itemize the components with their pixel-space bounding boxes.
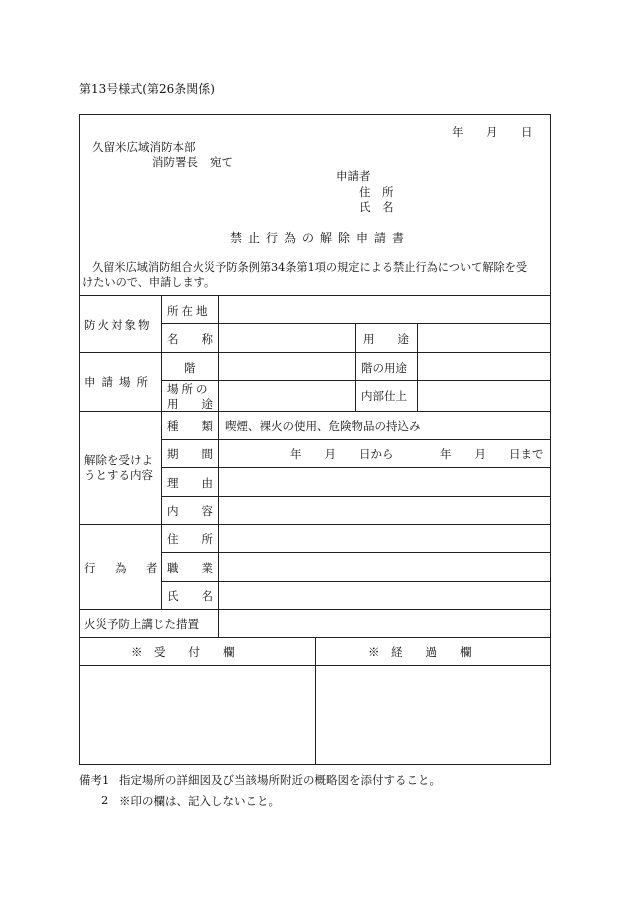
addressee-atena: 宛て bbox=[210, 155, 233, 169]
floor-field[interactable] bbox=[219, 353, 354, 379]
progress-column-header: ※ 経 過 欄 bbox=[368, 645, 472, 659]
column-divider bbox=[355, 323, 356, 411]
row-divider bbox=[161, 439, 551, 440]
note2-label: 2 bbox=[101, 793, 109, 807]
body-text-line1: 久留米広域消防組合火災予防条例第34条第1項の規定による禁止行為について解除を受 bbox=[92, 261, 528, 274]
note1-text: 指定場所の詳細図及び当該場所附近の概略図を添付すること。 bbox=[119, 773, 441, 787]
target-object-label: 防火対象物 bbox=[84, 318, 152, 332]
row-divider bbox=[79, 411, 551, 412]
location-field[interactable] bbox=[219, 296, 550, 322]
actor-job-field[interactable] bbox=[219, 553, 550, 580]
date-day-label: 日 bbox=[521, 125, 533, 139]
date-month-label: 月 bbox=[486, 125, 498, 139]
addressee-chief: 消防署長 bbox=[152, 155, 198, 169]
content-label: 内 容 bbox=[167, 504, 213, 518]
form-reference: 第13号様式(第26条関係) bbox=[79, 82, 215, 96]
reason-label: 理 由 bbox=[167, 476, 213, 490]
applied-place-label: 申請場所 bbox=[84, 375, 154, 389]
floor-label: 階 bbox=[184, 361, 196, 375]
fire-measures-field[interactable] bbox=[219, 610, 550, 636]
location-label: 所在地 bbox=[167, 304, 211, 318]
applicant-address-label: 住 所 bbox=[359, 185, 394, 199]
actor-address-label: 住 所 bbox=[167, 532, 213, 546]
addressee-org: 久留米広域消防本部 bbox=[92, 140, 196, 154]
reason-field[interactable] bbox=[219, 468, 550, 495]
actor-label: 行 為 者 bbox=[84, 561, 162, 575]
period-to: 年 月 日まで bbox=[440, 447, 544, 461]
period-from: 年 月 日から bbox=[290, 447, 394, 461]
place-usage-label-1: 場所の bbox=[167, 382, 211, 396]
period-label: 期 間 bbox=[167, 447, 213, 461]
note2-text: ※印の欄は、記入しないこと。 bbox=[119, 794, 280, 808]
fire-measures-label: 火災予防上講じた措置 bbox=[84, 617, 199, 631]
kind-value: 喫煙、裸火の使用、危険物品の持込み bbox=[225, 419, 421, 433]
actor-name-label: 氏 名 bbox=[167, 589, 213, 603]
interior-finish-label: 内部仕上 bbox=[361, 389, 407, 403]
applicant-label: 申請者 bbox=[336, 169, 371, 183]
name-field[interactable] bbox=[219, 324, 354, 351]
body-text-line2: けたいので、申請します。 bbox=[82, 276, 216, 289]
form-title: 禁止行為の解除申請書 bbox=[230, 231, 411, 245]
usage-label: 用 途 bbox=[363, 332, 409, 346]
floor-usage-label: 階の用途 bbox=[361, 361, 407, 375]
kind-label: 種 類 bbox=[167, 419, 213, 433]
actor-address-field[interactable] bbox=[219, 525, 550, 551]
name-label: 名 称 bbox=[167, 332, 213, 346]
applicant-name-label: 氏 名 bbox=[359, 200, 394, 214]
actor-name-field[interactable] bbox=[219, 582, 550, 608]
actor-job-label: 職 業 bbox=[167, 561, 213, 575]
date-year-label: 年 bbox=[452, 125, 464, 139]
release-content-label-1: 解除を受けよ bbox=[84, 453, 153, 467]
place-usage-field[interactable] bbox=[219, 381, 354, 410]
release-content-label-2: うとする内容 bbox=[84, 468, 153, 482]
interior-finish-field[interactable] bbox=[418, 381, 550, 410]
usage-field[interactable] bbox=[418, 324, 550, 351]
floor-usage-field[interactable] bbox=[418, 353, 550, 379]
reception-column-header: ※ 受 付 欄 bbox=[131, 645, 235, 659]
note1-label: 備考1 bbox=[79, 773, 110, 787]
column-divider bbox=[315, 637, 316, 765]
content-field[interactable] bbox=[219, 497, 550, 523]
place-usage-label-2: 用 途 bbox=[167, 397, 213, 411]
